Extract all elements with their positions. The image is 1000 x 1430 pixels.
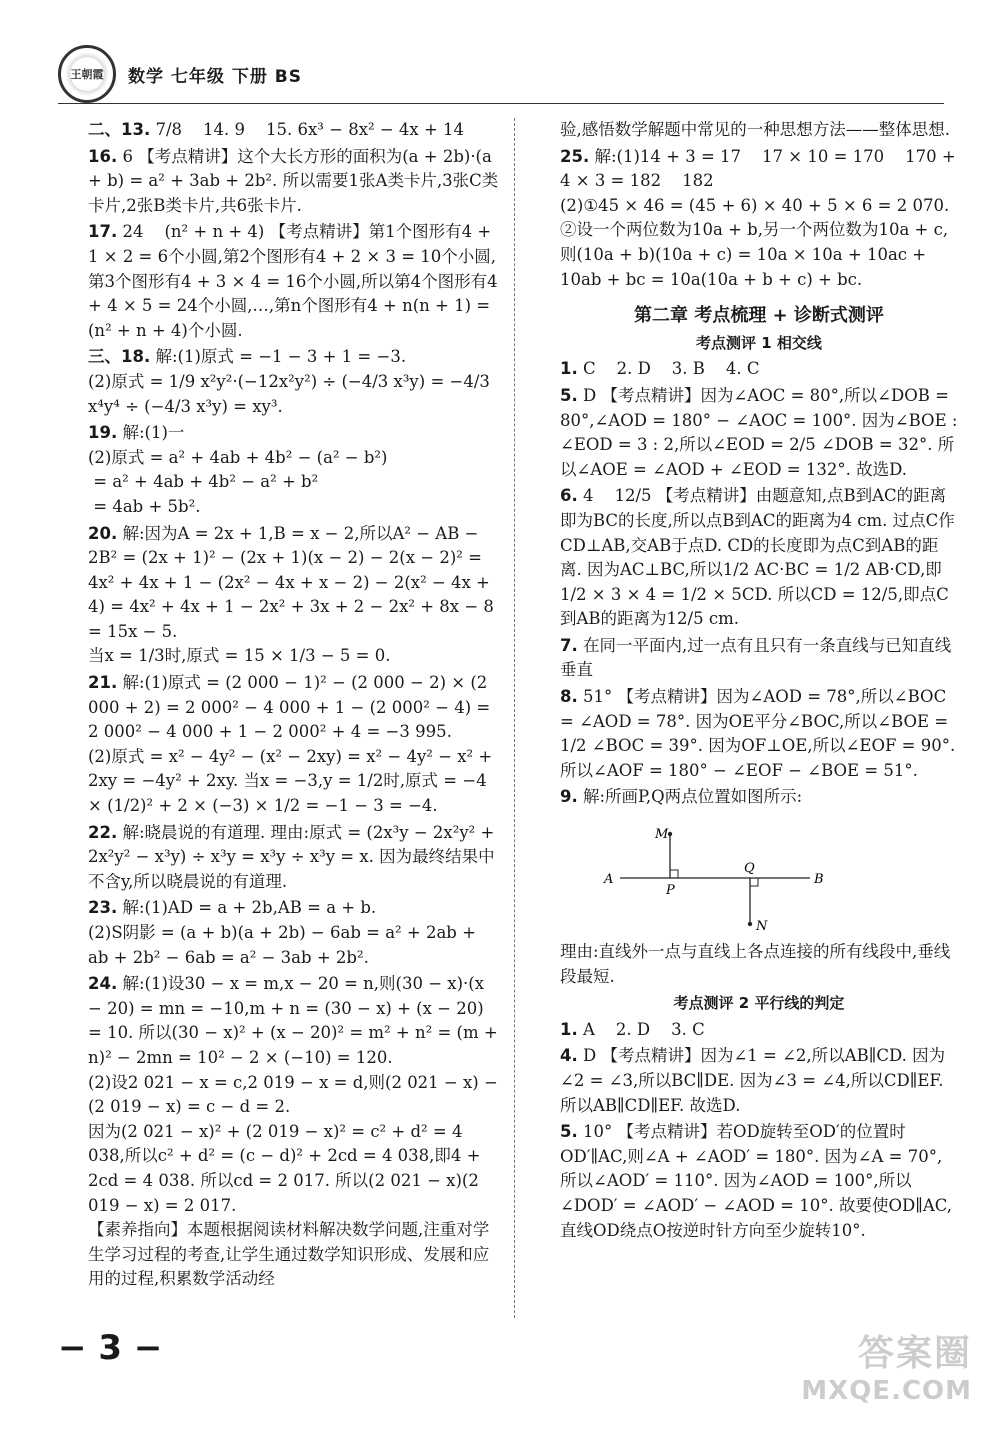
answer-item: 19. 解:(1)一 (2)原式 = a² + 4ab + 4b² − (a² − b²) = a² + 4ab + 4b² − a² + b² = 4ab + 5b². xyxy=(88,423,388,516)
answer-item: 20. 解:因为A = 2x + 1,B = x − 2,所以A² − AB − 2B² = (2x + 1)² − (2x + 1)(x − 2) − 2(x − 2)² = 4x² + 4x + 1 − (2x² − 4x + x − 2) − 2(x² − 4x + 4) = 4x² + 4x + 1 − 2x² + 3x + 2 − 2x² + 8x − 8 = 15x − 5. 当x = 1/3时,原式 = 15 × 1/3 − 5 = 0. xyxy=(88,523,494,666)
answer-item: 17. 24 (n² + n + 4) 【考点精讲】第1个图形有4 + 1 × 2 = 6个小圆,第2个图形有4 + 2 × 3 = 10个小圆,第3个图形有4 + 3 × 4 = 16个小圆,所以第4个图形有4 + 4 × 5 = 24个小圆,…,第n个图形有4 + n(n + 1) = (n² + n + 4)个小圆. xyxy=(88,222,503,340)
label-a: A xyxy=(604,872,614,888)
answer-item: 24. 解:(1)设30 − x = m,x − 20 = n,则(30 − x)·(x − 20) = mn = −10,m + n = (30 − x) + (x − 20) = 10. 所以(30 − x)² + (x − 20)² = m² + n² = (m + n)² − 2mn = 10² − 2 × (−10) = 120. (2)设2 021 − x = c,2 019 − x = d,则(2 021 − x) − (2 019 − x) = c − d = 2. 因为(2 021 − x)² + (2 019 − x)² = c² + d² = 4 038,所以c² + d² = (c − d)² + 2cd = 4 038,即4 + 2cd = 4 038. 所以cd = 2 017. 所以(2 021 − x)(2 019 − x) = 2 017. 【素养指向】本题根据阅读材料解决数学问题,注重对学生学习过程的考查,让学生通过数学知识形成、发展和应用的过程,积累数学活动经 xyxy=(88,974,498,1289)
point-m xyxy=(668,832,672,836)
answer-item: 三、18. 解:(1)原式 = −1 − 3 + 1 = −3. (2)原式 = 1/9 x²y²·(−12x²y²) ÷ (−4/3 x³y) = −4/3 x⁴y⁴ ÷ (−4/3 x³y) = xy³. xyxy=(88,347,490,416)
answer-item: 7. 在同一平面内,过一点有且只有一条直线与已知直线垂直 xyxy=(560,635,952,680)
column-divider xyxy=(514,118,515,1318)
right-angle-mark-p xyxy=(670,870,678,878)
watermark-logo xyxy=(801,1325,972,1406)
right-column xyxy=(560,118,963,1245)
section-title: 考点测评 2 平行线的判定 xyxy=(673,994,845,1013)
answer-item: 1. C 2. D 3. B 4. C xyxy=(560,359,760,379)
answer-item: 23. 解:(1)AD = a + 2b,AB = a + b. (2)S阴影 = (a + b)(a + 2b) − 6ab = a² + 2ab + ab + 2b² − 6ab = a² − 3ab + 2b². xyxy=(88,898,476,967)
chapter-title: 第二章 考点梳理 + 诊断式测评 xyxy=(634,305,884,327)
label-q: Q xyxy=(744,861,755,877)
answer-item: 5. 10° 【考点精讲】若OD旋转至OD′的位置时OD′∥AC,则∠A + ∠AOD′ = 180°. 因为∠A = 70°,所以∠AOD′ = 110°. 因为∠AOD = 100°,所以∠DOD′ = ∠AOD′ − ∠AOD = 10°. 故要使OD∥AC,直线OD绕点O按逆时针方向至少旋转10°. xyxy=(560,1122,953,1240)
answer-item: 9. 解:所画P,Q两点位置如图所示: xyxy=(560,787,803,807)
answer-item: 8. 51° 【考点精讲】因为∠AOD = 78°,所以∠BOC = ∠AOD = 78°. 因为OE平分∠BOC,所以∠BOE = 1/2 ∠BOC = 39°. 因为OF⊥OE,所以∠EOF = 90°. 所以∠AOF = 180° − ∠EOF − ∠BOE = 51°. xyxy=(560,687,961,780)
answer-item: 二、13. 7/8 14. 9 15. 6x³ − 8x² − 4x + 14 xyxy=(88,120,465,139)
book-title: 数学 七年级 下册 BS xyxy=(128,66,302,87)
answer-item: 21. 解:(1)原式 = (2 000 − 1)² − (2 000 − 2) × (2 000 + 2) = 2 000² − 4 000 + 1 − (2 000² − 4) = 2 000² − 4 000 + 1 − 2 000² + 4 = −3 995. (2)原式 = x² − 4y² − (x² − 2xy) = x² − 4y² − x² + 2xy = −4y² + 2xy. 当x = −3,y = 1/2时,原式 = −4 × (1/2)² + 2 × (−3) × 1/2 = −1 − 3 = −4. xyxy=(88,673,493,816)
answer-item: 16. 6 【考点精讲】这个大长方形的面积为(a + 2b)·(a + b) = a² + 3ab + 2b². 所以需要1张A类卡片,3张C类卡片,2张B类卡片,共6张卡片. xyxy=(88,146,499,215)
watermark-text: 答案圈 xyxy=(857,1333,972,1374)
right-angle-mark-q xyxy=(750,878,758,886)
answer-item: 5. D 【考点精讲】因为∠AOC = 80°,所以∠DOB = 80°,∠AOD = 180° − ∠AOC = 100°. 因为∠BOE : ∠EOD = 3 : 2,所以∠EOD = 2/5 ∠DOB = 32°. 所以∠AOE = ∠AOD + ∠EOD = 132°. 故选D. xyxy=(560,385,963,479)
label-m: M xyxy=(655,827,669,843)
answer-item: 4. D 【考点精讲】因为∠1 = ∠2,所以AB∥CD. 因为∠2 = ∠3,所以BC∥DE. 因为∠3 = ∠4,所以CD∥EF. 所以AB∥CD∥EF. 故选D. xyxy=(560,1046,949,1115)
page-number: − 3 − xyxy=(58,1328,163,1368)
answer-item: 6. 4 12/5 【考点精讲】由题意知,点B到AC的距离即为BC的长度,所以点B到AC的距离为4 cm. 过点C作CD⊥AB,交AB于点D. CD的长度即为点C到AB的距离. 因为AC⊥BC,所以1/2 AC·BC = 1/2 AB·CD,即1/2 × 3 × 4 = 1/2 × 5CD. 所以CD = 12/5,即点C到AB的距离为12/5 cm. xyxy=(560,486,955,629)
section-title: 考点测评 1 相交线 xyxy=(696,333,822,352)
answer-item: 25. 解:(1)14 + 3 = 17 17 × 10 = 170 170 + 4 × 3 = 182 182 (2)①45 × 46 = (45 + 6) × 40 + 5 × 6 = 2 070. ②设一个两位数为10a + b,另一个两位数为10a + c,则(10a + b)(10a + c) = 10a × 10a + 10ac + 10ab + bc = 10a(10a + b + c) + bc. xyxy=(560,146,956,289)
answer-item: 1. A 2. D 3. C xyxy=(560,1019,705,1039)
answer-item: 22. 解:晓晨说的有道理. 理由:原式 = (2x³y − 2x²y² + 2x²y² − x³y) ÷ x³y = x³y ÷ x³y = x. 因为最终结果中不含y,所以晓晨说的有道理. xyxy=(88,822,500,891)
page-header xyxy=(58,48,302,100)
label-n: N xyxy=(756,919,768,935)
answer-item: 验,感悟数学解题中常见的一种思想方法——整体思想. xyxy=(560,120,950,139)
left-column xyxy=(88,118,503,1294)
label-b: B xyxy=(814,872,824,888)
reason-text: 理由:直线外一点与直线上各点连接的所有线段中,垂线段最短. xyxy=(560,942,951,986)
header-rule xyxy=(58,103,944,104)
watermark-url: MXQE.COM xyxy=(801,1376,972,1406)
perpendicular-figure xyxy=(600,816,830,936)
point-n xyxy=(748,922,752,926)
label-p: P xyxy=(666,883,675,899)
publisher-logo: 王朝霞 xyxy=(58,45,116,103)
